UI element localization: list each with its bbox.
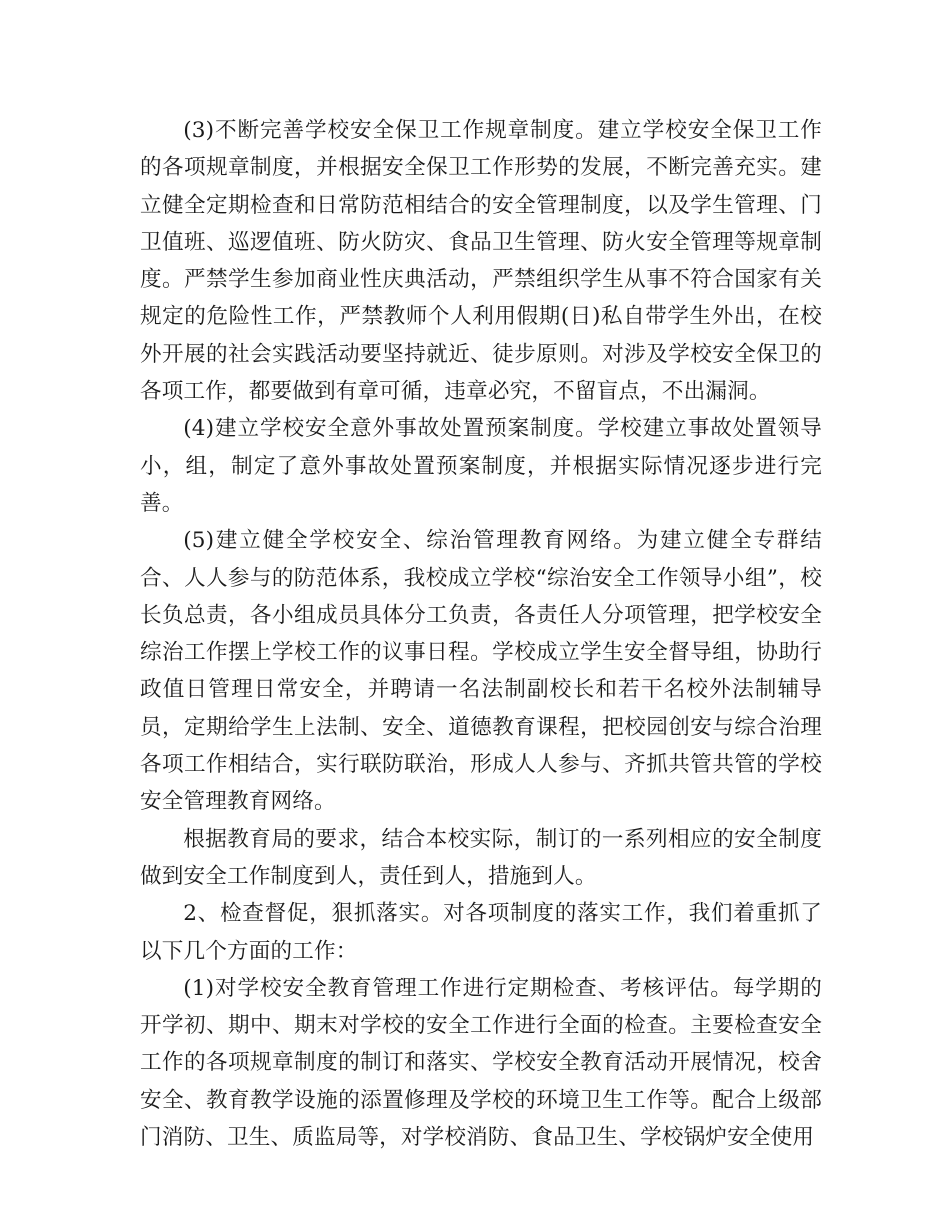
paragraph-inspection-supervision: 2、检查督促，狠抓落实。对各项制度的落实工作，我们着重抓了以下几个方面的工作： bbox=[140, 901, 822, 964]
paragraph-safety-network: (5)建立健全学校安全、综治管理教育网络。为建立健全专群结合、人人参与的防范体系，我校成立学校“综治安全工作领导小组”，校长负总责，各小组成员具体分工负责，各责任人分项管理，把学校安全综治工作摆上学校工作的议事日程。学校成立学生安全督导组，协助行政值日管理日常安全，并聘请一名法制副校长和若干名校外法制辅导员，定期给学生上法制、安全、道德教育课程，把校园创安与综合治理各项工作相结合，实行联防联治，形成人人参与、齐抓共管共管的学校安全管理教育网络。 bbox=[140, 528, 822, 815]
paragraph-bureau-requirements: 根据教育局的要求，结合本校实际，制订的一系列相应的安全制度做到安全工作制度到人，责任到人，措施到人。 bbox=[140, 826, 822, 889]
paragraph-rules-system: (3)不断完善学校安全保卫工作规章制度。建立学校安全保卫工作的各项规章制度，并根据安全保卫工作形势的发展，不断完善充实。建立健全定期检查和日常防范相结合的安全管理制度，以及学生管理、门卫值班、巡逻值班、防火防灾、食品卫生管理、防火安全管理等规章制度。严禁学生参加商业性庆典活动，严禁组织学生从事不符合国家有关规定的危险性工作，严禁教师个人利用假期(日)私自带学生外出，在校外开展的社会实践活动要坚持就近、徒步原则。对涉及学校安全保卫的各项工作，都要做到有章可循，违章必究，不留盲点，不出漏洞。 bbox=[140, 118, 822, 405]
paragraph-accident-plan: (4)建立学校安全意外事故处置预案制度。学校建立事故处置领导小，组，制定了意外事故处置预案制度，并根据实际情况逐步进行完善。 bbox=[140, 416, 822, 516]
document-body bbox=[140, 112, 822, 1156]
paragraph-regular-inspection: (1)对学校安全教育管理工作进行定期检查、考核评估。每学期的开学初、期中、期末对学校的安全工作进行全面的检查。主要检查安全工作的各项规章制度的制订和落实、学校安全教育活动开展情况，校舍安全、教育教学设施的添置修理及学校的环境卫生工作等。配合上级部门消防、卫生、质监局等，对学校消防、食品卫生、学校锅炉安全使用 bbox=[140, 975, 822, 1151]
